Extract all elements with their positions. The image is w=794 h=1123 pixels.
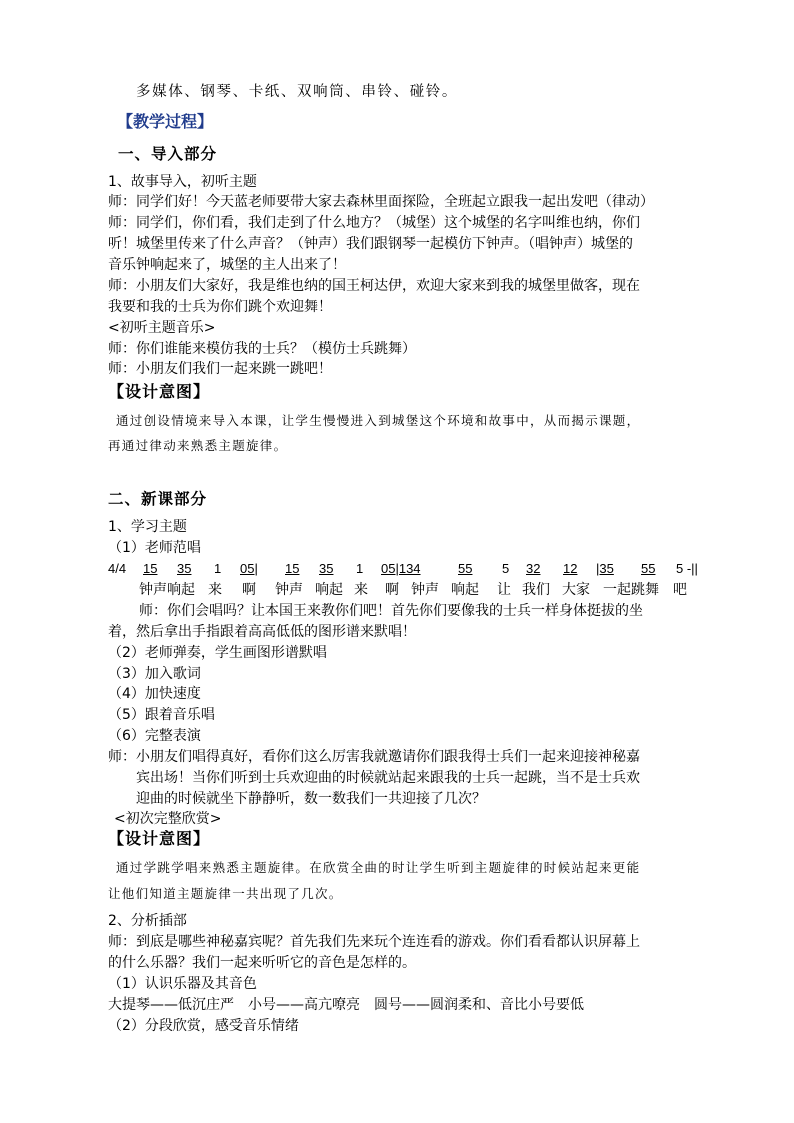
- score-note: 12: [563, 561, 578, 576]
- substep-segment-listening: （2）分段欣赏，感受音乐情绪: [108, 1018, 299, 1034]
- substep-instruments: （1）认识乐器及其音色: [108, 976, 257, 992]
- score-note: 15: [143, 561, 158, 576]
- score-note: 5 -||: [676, 561, 698, 576]
- intro-line: 听！城堡里传来了什么声音？（钟声）我们跟钢琴一起模仿下钟声。（唱钟声）城堡的: [108, 236, 633, 252]
- intro-section-heading: 一、导入部分: [118, 145, 218, 163]
- score-note: 15: [285, 561, 300, 576]
- score-note: 1: [356, 561, 364, 576]
- substep: （5）跟着音乐唱: [108, 707, 215, 723]
- intro-line: 师：同学们，你们看，我们走到了什么地方？（城堡）这个城堡的名字叫维也纳，你们: [108, 215, 640, 231]
- teaching-process-heading: 【教学过程】: [117, 112, 214, 131]
- invite-line: 宾出场！当你们听到士兵欢迎曲的时候就站起来跟我的士兵一起跳，当不是士兵欢: [136, 770, 640, 786]
- score-note: 55: [458, 561, 473, 576]
- instruments-line: 大提琴——低沉庄严 小号——高亢嘹亮 圆号——圆润柔和、音比小号要低: [108, 997, 584, 1013]
- score-lyric: 我们: [522, 582, 550, 598]
- substep: （4）加快速度: [108, 686, 201, 702]
- intro-line: 师：同学们好！今天蓝老师要带大家去森林里面探险，全班起立跟我一起出发吧（律动）: [108, 194, 654, 210]
- substep: （3）加入歌词: [108, 666, 201, 682]
- score-lyric: 钟声: [275, 582, 303, 598]
- score-lyric: 一起跳舞: [603, 582, 659, 598]
- teacher-line: 师：你们会唱吗？让本国王来教你们吧！首先你们要像我的士兵一样身体挺拔的坐: [139, 603, 643, 619]
- score-note: 05|: [240, 561, 258, 576]
- analysis-line: 师：到底是哪些神秘嘉宾呢？首先我们先来玩个连连看的游戏。你们看看都认识屏幕上: [108, 934, 640, 950]
- invite-line: 迎曲的时候就坐下静静听，数一数我们一共迎接了几次？: [136, 791, 486, 807]
- intro-intent-heading: 【设计意图】: [108, 382, 211, 401]
- listen-note: <初次完整欣赏>: [114, 811, 222, 827]
- intro-line: 师：你们谁能来模仿我的士兵？（模仿士兵跳舞）: [108, 341, 416, 357]
- intro-line: 我要和我的士兵为你们跳个欢迎舞！: [108, 299, 332, 315]
- score-lyric: 来: [354, 582, 368, 598]
- score-lyric: 钟声: [411, 582, 439, 598]
- intro-line: 音乐钟响起来了，城堡的主人出来了！: [108, 257, 346, 273]
- score-lyric: 来: [208, 582, 222, 598]
- teacher-line: 着，然后拿出手指跟着高高低低的图形谱来默唱！: [108, 624, 416, 640]
- intro-intent-line: 再通过律动来熟悉主题旋律。: [108, 438, 288, 453]
- substep: （6）完整表演: [108, 728, 201, 744]
- new-lesson-intent-heading: 【设计意图】: [108, 829, 211, 848]
- score-lyric: 啊: [242, 582, 256, 598]
- analysis-line: 的什么乐器？我们一起来听听它的音色是怎样的。: [108, 955, 416, 971]
- step2-title: 2、分析插部: [108, 913, 187, 929]
- new-lesson-intent-line: 让他们知道主题旋律一共出现了几次。: [108, 886, 343, 901]
- score-note: 32: [526, 561, 541, 576]
- invite-line: 师：小朋友们唱得真好，看你们这么厉害我就邀请你们跟我得士兵们一起来迎接神秘嘉: [108, 749, 640, 765]
- score-lyric: 响起: [315, 582, 343, 598]
- substep-demo-singing: （1）老师范唱: [108, 540, 201, 556]
- substep: （2）老师弹奏，学生画图形谱默唱: [108, 645, 327, 661]
- new-lesson-heading: 二、新课部分: [108, 490, 208, 508]
- intro-step-title: 1、故事导入，初听主题: [108, 174, 257, 190]
- score-note: |35: [596, 561, 614, 576]
- score-lyric: 响起: [451, 582, 479, 598]
- score-note: 05|134: [381, 561, 421, 576]
- score-note: 1: [214, 561, 222, 576]
- score-meter: 4/4: [108, 561, 127, 576]
- intro-line: 师：小朋友们我们一起来跳一跳吧！: [108, 361, 332, 377]
- score-lyric: 钟声响起: [139, 582, 195, 598]
- score-lyric: 吧: [673, 582, 687, 598]
- score-note: 55: [641, 561, 656, 576]
- intro-line: 师：小朋友们大家好，我是维也纳的国王柯达伊，欢迎大家来到我的城堡里做客，现在: [108, 278, 640, 294]
- score-lyric: 大家: [562, 582, 590, 598]
- score-note: 5: [502, 561, 510, 576]
- step1-title: 1、学习主题: [108, 519, 187, 535]
- score-lyric: 啊: [385, 582, 399, 598]
- score-lyric: 让: [497, 582, 511, 598]
- score-note: 35: [177, 561, 192, 576]
- intro-intent-line: 通过创设情境来导入本课，让学生慢慢进入到城堡这个环境和故事中，从而揭示课题，: [116, 413, 641, 428]
- new-lesson-intent-line: 通过学跳学唱来熟悉主题旋律。在欣赏全曲的时让学生听到主题旋律的时候站起来更能: [116, 860, 641, 875]
- intro-line: <初听主题音乐>: [108, 320, 216, 336]
- materials-list: 多媒体、钢琴、卡纸、双响筒、串铃、碰铃。: [136, 84, 458, 100]
- score-note: 35: [319, 561, 334, 576]
